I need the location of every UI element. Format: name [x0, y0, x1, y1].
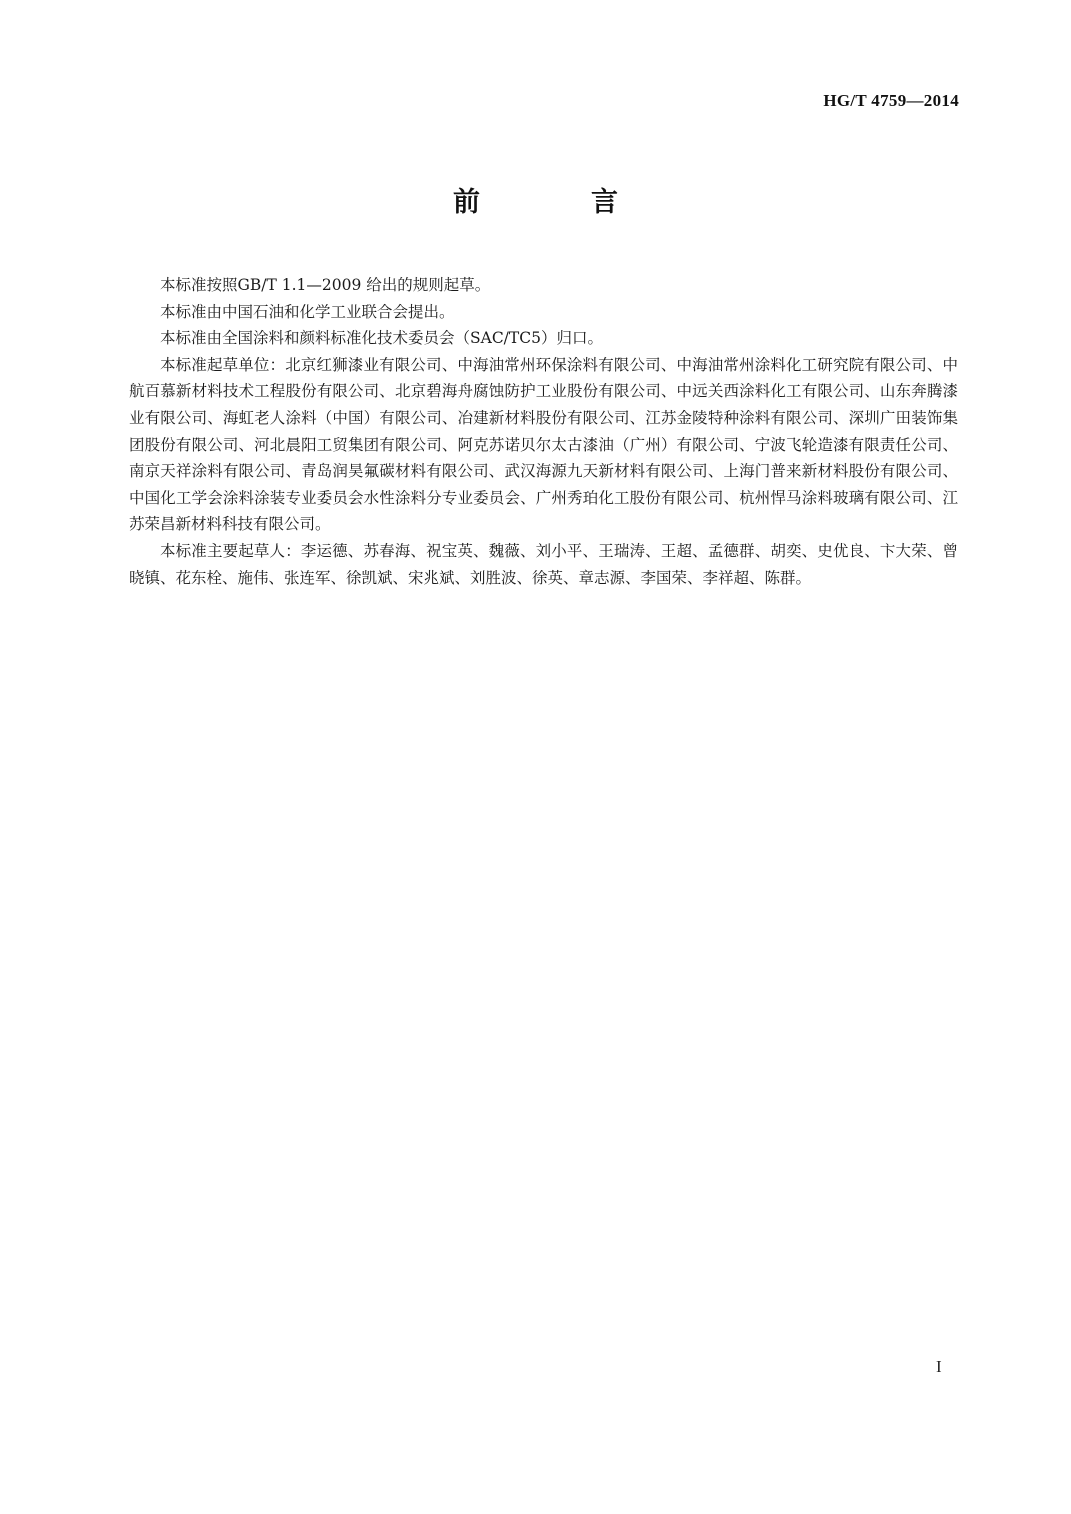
foreword-body [129, 272, 958, 591]
paragraph-proposer: 本标准由中国石油和化学工业联合会提出。 [160, 302, 455, 321]
page-number: I [936, 1357, 942, 1376]
paragraph-drafting-units: 本标准起草单位：北京红狮漆业有限公司、中海油常州环保涂料有限公司、中海油常州涂料化工研究院有限公司、中航百慕新材料技术工程股份有限公司、北京碧海舟腐蚀防护工业股份有限公司、中远关西涂料化工有限公司、山东奔腾漆业有限公司、海虹老人涂料（中国）有限公司、冶建新材料股份有限公司、江苏金陵特种涂料有限公司、深圳广田装饰集团股份有限公司、河北晨阳工贸集团有限公司、阿克苏诺贝尔太古漆油（广州）有限公司、宁波飞轮造漆有限责任公司、南京天祥涂料有限公司、青岛润昊氟碳材料有限公司、武汉海源九天新材料有限公司、上海门普来新材料股份有限公司、中国化工学会涂料涂装专业委员会水性涂料分专业委员会、广州秀珀化工股份有限公司、杭州悍马涂料玻璃有限公司、江苏荣昌新材料科技有限公司。 [129, 355, 958, 534]
page-title: 前 言 [453, 187, 660, 218]
paragraph-drafting-rules: 本标准按照GB/T 1.1—2009 给出的规则起草。 [160, 276, 491, 294]
paragraph-centralized-unit: 本标准由全国涂料和颜料标准化技术委员会（SAC/TC5）归口。 [160, 329, 603, 348]
paragraph-main-drafters: 本标准主要起草人：李运德、苏春海、祝宝英、魏薇、刘小平、王瑞涛、王超、孟德群、胡奕、史优良、卞大荣、曾晓镇、花东栓、施伟、张连军、徐凯斌、宋兆斌、刘胜波、徐英、章志源、李国荣、李祥超、陈群。 [129, 541, 958, 587]
standard-code: HG/T 4759—2014 [823, 91, 959, 110]
